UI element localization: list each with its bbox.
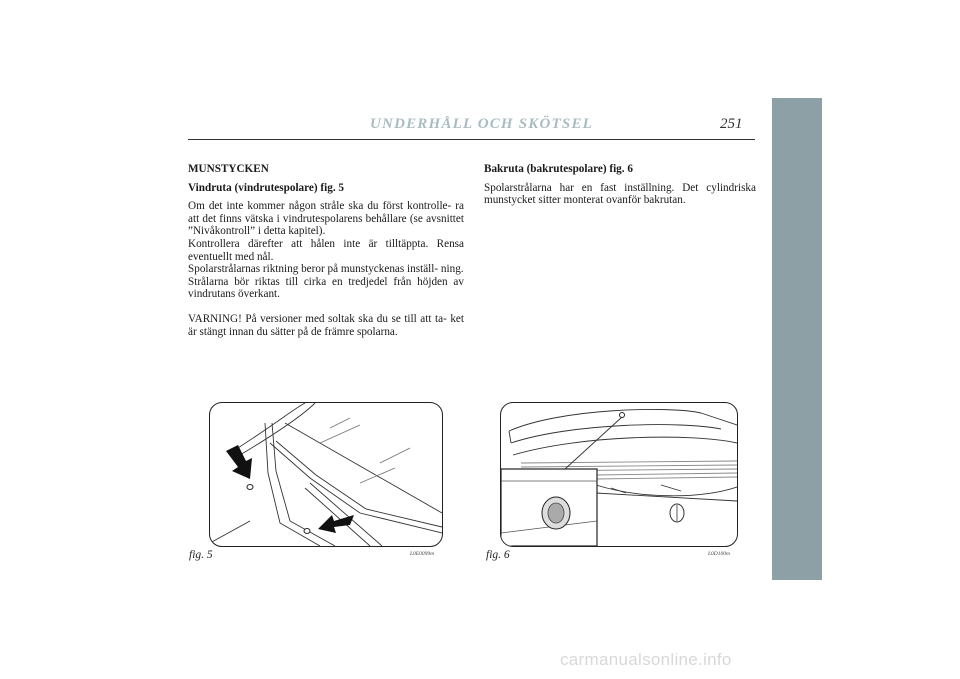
chapter-title: UNDERHÅLL OCH SKÖTSEL: [370, 116, 594, 132]
nozzle-icon: [304, 529, 310, 534]
section-heading: MUNSTYCKEN: [188, 163, 269, 175]
figure-6-caption: fig. 6: [486, 549, 510, 561]
figure-5-code: L0E0099m: [410, 551, 435, 557]
paragraph: Spolarstrålarna har en fast inställning. Det cylindriska munstycket sitter monterat ovanför bakrutan.: [484, 181, 756, 207]
paragraph: Spolarstrålarnas riktning beror på munstyckenas inställ- ning.: [188, 263, 464, 276]
chapter-side-tab: [772, 98, 822, 580]
paragraph: Strålarna bör riktas till cirka en tredjedel från höjden av vindrutans överkant.: [188, 275, 464, 301]
nozzle-icon: [247, 485, 253, 490]
rear-nozzle-drawing: [501, 403, 737, 546]
left-column: [188, 163, 464, 338]
header-rule: [188, 139, 755, 140]
figure-5-caption: fig. 5: [189, 549, 213, 561]
warning-paragraph: VARNING! På versioner med soltak ska du se till att ta- ket är stängt innan du sätter på de främre spolarna.: [188, 312, 464, 338]
watermark: carmanualsonline.info: [560, 650, 732, 669]
windshield-nozzles-drawing: [210, 403, 442, 546]
windshield-subheading: Vindruta (vindrutespolare) fig. 5: [188, 181, 345, 194]
figure-5-illustration: [209, 402, 443, 547]
nozzle-icon: [620, 413, 625, 418]
arrow-icon: [318, 515, 354, 533]
paragraph: Kontrollera därefter att hålen inte är tilltäppta. Rensa eventuellt med nål.: [188, 237, 464, 263]
figure-6-code: L0D100m: [708, 551, 731, 557]
paragraph: Om det inte kommer någon stråle ska du först kontrolle- ra att det finns vätska i vindrutespolarens behållare (se avsnittet ”Nivåkontroll” i detta kapitel).: [188, 200, 464, 238]
rear-window-subheading: Bakruta (bakrutespolare) fig. 6: [484, 163, 633, 175]
right-column: [484, 163, 756, 207]
figure-6-illustration: [500, 402, 738, 547]
page-number: 251: [720, 116, 743, 132]
